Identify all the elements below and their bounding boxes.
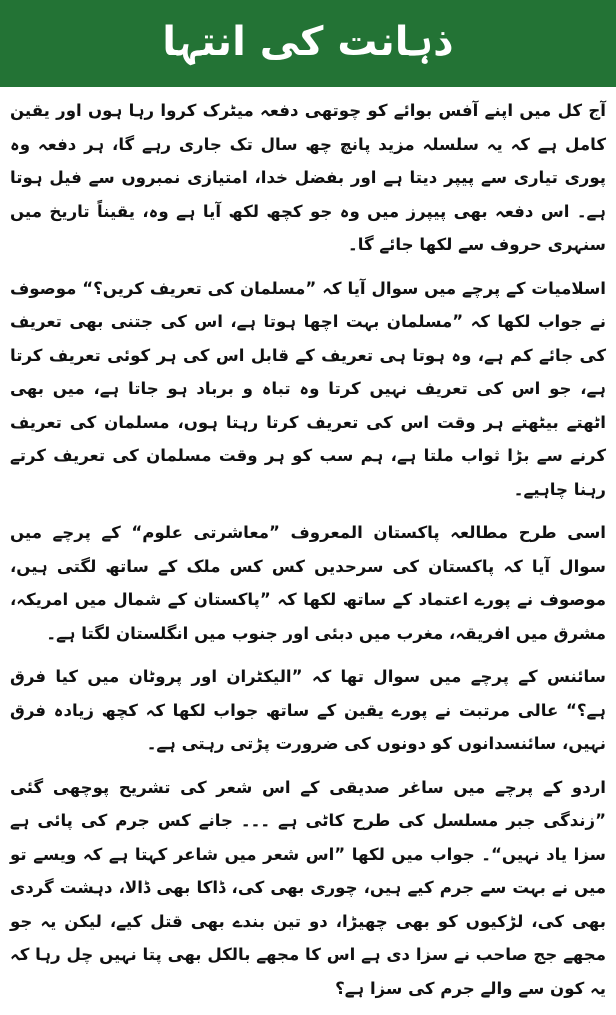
paragraph-islamiyat: اسلامیات کے پرچے میں سوال آیا کہ ”مسلمان کی تعریف کریں؟“ موصوف نے جواب لکھا کہ ”مسلمان بہت اچھا ہوتا ہے، اس کی جتنی بھی تعریف کی جائے کم ہے، وہ ہوتا ہی تعریف کے قابل اس کی ہر کوئی تعریف کرتا ہے، جو اس کی تعریف نہیں کرتا وہ تباہ و برباد ہو جاتا ہے، میں بھی اٹھتے بیٹھتے ہر وقت اس کی تعریف کرتا رہتا ہوں، مسلمان کی تعریف کرنے سے بڑا ثواب ملتا ہے، ہم سب کو ہر وقت مسلمان کی تعریف کرتے رہنا چاہیے۔ <box>10 278 606 499</box>
paragraph-urdu: اردو کے پرچے میں ساغر صدیقی کے اس شعر کی تشریح پوچھی گئی ”زندگی جبر مسلسل کی طرح کاٹی ہے ۔۔۔ جانے کس جرم کی پائی ہے سزا یاد نہیں“۔ جواب میں لکھا ”اس شعر میں شاعر کہتا ہے کہ ویسے تو میں نے بہت سے جرم کیے ہیں، چوری بھی کی، ڈاکا بھی ڈالا، دہشت گردی بھی کی، لڑکیوں کو بھی چھیڑا، دو تین بندے بھی قتل کیے، لیکن یہ جو مجھے جج صاحب نے سزا دی ہے اس کا مجھے بالکل بھی پتا نہیں چل رہا کہ یہ کون سے والے جرم کی سزا ہے؟ <box>10 777 606 998</box>
page-title: ذہانت کی انتہا <box>162 18 454 65</box>
paragraph-office-boy: آج کل میں اپنے آفس بوائے کو چوتھی دفعہ میٹرک کروا رہا ہوں اور یقین کامل ہے کہ یہ سلسلہ مزید پانچ چھ سال تک جاری رہے گا، ہر دفعہ وہ پوری تیاری سے پیپر دیتا ہے اور بفضل خدا، امتیازی نمبروں سے فیل ہوتا ہے۔ اس دفعہ بھی پیپرز میں وہ جو کچھ لکھ آیا ہے وہ، یقیناً تاریخ میں سنہری حروف سے لکھا جائے گا۔ <box>10 101 606 254</box>
title-banner <box>0 0 616 87</box>
paragraph-pakistan-studies: اسی طرح مطالعہ پاکستان المعروف ”معاشرتی علوم“ کے پرچے میں سوال آیا کہ پاکستان کی سرحدیں کس کس ملک کے ساتھ لگتی ہیں، موصوف نے پورے اعتماد کے ساتھ لکھا کہ ”پاکستان کے شمال میں امریکہ، مشرق میں افریقہ، مغرب میں دبئی اور جنوب میں انگلستان لگتا ہے۔ <box>10 523 606 643</box>
paragraph-science: سائنس کے پرچے میں سوال تھا کہ ”الیکٹران اور پروٹان میں کیا فرق ہے؟“ عالی مرتبت نے پورے یقین کے ساتھ جواب لکھا کہ کچھ زیادہ فرق نہیں، سائنسدانوں کو دونوں کی ضرورت پڑتی رہتی ہے۔ <box>10 667 606 753</box>
article-body <box>10 94 606 1015</box>
